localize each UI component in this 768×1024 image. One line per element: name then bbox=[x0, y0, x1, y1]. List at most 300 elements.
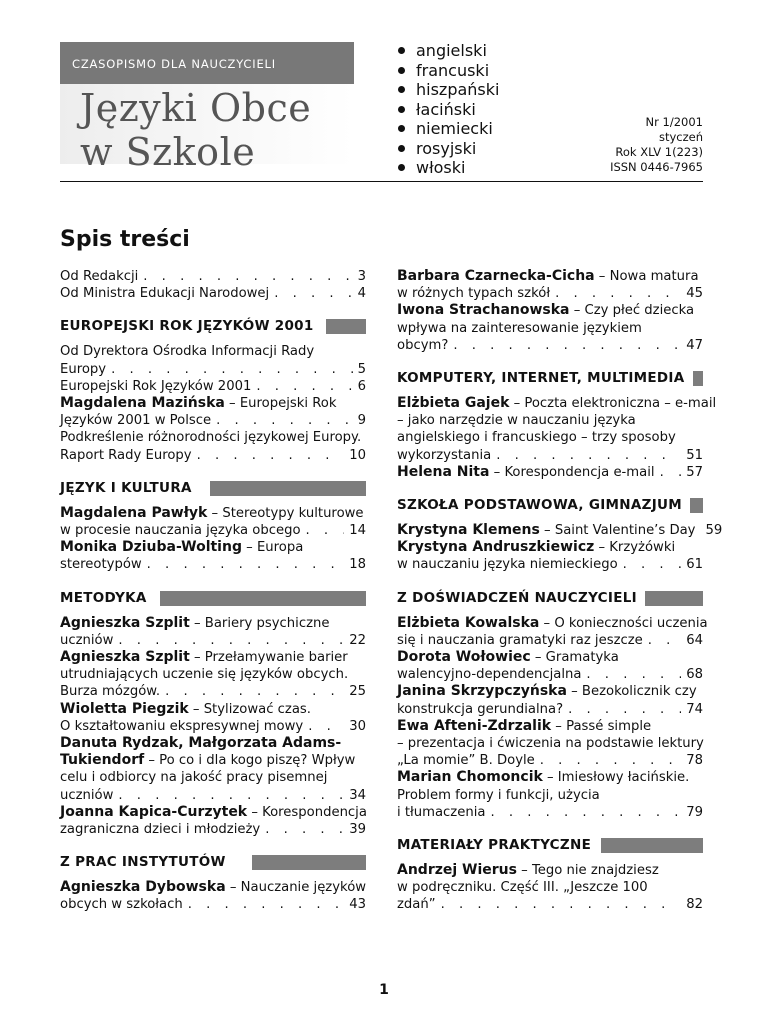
toc-entry-text bbox=[397, 556, 618, 573]
toc-entry-line bbox=[60, 752, 366, 769]
section-heading-bar bbox=[601, 838, 703, 853]
toc-entry-author: Joanna Kapica-Curzytek bbox=[60, 803, 248, 820]
issue-month: styczeń bbox=[658, 130, 703, 144]
toc-entry-title: angielskiego i francuskiego – trzy sposoby bbox=[397, 430, 676, 446]
section-heading bbox=[60, 590, 366, 608]
leader-dots bbox=[147, 556, 345, 573]
page-number: 1 bbox=[379, 982, 389, 998]
toc-entry-title: Europy bbox=[60, 361, 107, 377]
toc-entry-line bbox=[397, 718, 703, 735]
toc-entry-page: 47 bbox=[686, 337, 703, 353]
section-heading-label: METODYKA bbox=[60, 590, 155, 606]
toc-entry-line bbox=[60, 701, 366, 718]
toc-entry-line bbox=[397, 614, 708, 632]
toc-entry-text bbox=[397, 787, 600, 804]
toc-entry-text bbox=[397, 735, 704, 752]
toc-entry-text: Magdalena Pawłyk – Stereotypy kulturowe bbox=[60, 504, 364, 521]
toc-entry-line bbox=[60, 556, 366, 573]
toc-entry-text bbox=[397, 412, 636, 429]
masthead-band-text: CZASOPISMO DLA NAUCZYCIELI bbox=[72, 57, 276, 71]
toc-entry-line bbox=[60, 522, 366, 539]
toc-entry-text bbox=[60, 378, 251, 395]
toc-entry-author: Krystyna Klemens bbox=[397, 522, 540, 539]
toc-entry-author: Agnieszka Szplit bbox=[60, 649, 190, 666]
toc-entry-text bbox=[397, 879, 648, 896]
toc-entry bbox=[397, 464, 703, 481]
section-heading bbox=[397, 497, 703, 515]
toc-entry-line bbox=[60, 683, 366, 700]
toc-entry-page: 64 bbox=[686, 632, 703, 648]
toc-entry bbox=[60, 701, 366, 735]
leader-dots bbox=[555, 285, 681, 302]
toc-entry-line bbox=[60, 395, 366, 412]
toc-entry-title: Od Dyrektora Ośrodka Informacji Rady bbox=[60, 344, 315, 360]
toc-entry-text: Magdalena Mazińska – Europejski Rok bbox=[60, 395, 337, 412]
toc-entry-line bbox=[397, 804, 703, 821]
leader-dots bbox=[274, 285, 352, 302]
toc-entry-text: Ewa Afteni-Zdrzalik – Passé simple bbox=[397, 717, 652, 734]
toc-entry-text: Barbara Czarnecka-Cicha – Nowa matura bbox=[397, 268, 699, 284]
toc-entry-page: 14 bbox=[349, 523, 366, 539]
toc-entry-title: Czy płeć dziecka bbox=[584, 303, 695, 319]
leader-dots bbox=[660, 464, 682, 481]
toc-entry-title: Europa bbox=[256, 540, 304, 556]
toc-entry-title: w procesie nauczania języka obcego bbox=[60, 523, 301, 539]
toc-entry-line bbox=[397, 302, 703, 319]
language-item: niemiecki bbox=[398, 119, 499, 139]
leader-dots bbox=[256, 378, 352, 395]
toc-entry-line bbox=[397, 879, 703, 896]
toc-entry-line bbox=[60, 285, 366, 302]
toc-entry-line bbox=[397, 735, 703, 752]
toc-entry-title: wykorzystania bbox=[397, 447, 492, 463]
toc-entry-line bbox=[60, 268, 366, 285]
toc-entry-line bbox=[60, 666, 366, 683]
leader-dots bbox=[540, 752, 681, 769]
toc-entry-title: uczniów bbox=[60, 632, 114, 648]
toc-entry-line bbox=[397, 429, 703, 446]
toc-entry-line bbox=[397, 539, 703, 556]
toc-entry-line bbox=[397, 769, 703, 786]
toc-entry-title: Stylizować czas. bbox=[203, 701, 311, 717]
toc-entry-title: walencyjno-dependencjalna bbox=[397, 667, 582, 683]
leader-dots bbox=[165, 683, 344, 700]
toc-entry bbox=[397, 862, 703, 914]
section-heading-label: Z PRAC INSTYTUTÓW bbox=[60, 854, 234, 870]
toc-entry-title: – jako narzędzie w nauczaniu języka bbox=[397, 413, 636, 429]
toc-entry-title: w różnych typach szkół bbox=[397, 286, 551, 302]
toc-entry bbox=[60, 268, 366, 285]
toc-entry-page: 3 bbox=[357, 269, 366, 284]
leader-dots bbox=[118, 787, 344, 804]
toc-entry bbox=[397, 302, 703, 354]
toc-entry-author: Helena Nita bbox=[397, 463, 490, 480]
toc-entry bbox=[60, 649, 366, 701]
leader-dots bbox=[197, 447, 345, 464]
toc-entry-title: Korespondencja bbox=[262, 804, 367, 820]
toc-entry-title: celu i odbiorcy na jakość pracy pisemnej bbox=[60, 770, 328, 786]
language-item: łaciński bbox=[398, 100, 499, 120]
section-heading-label: Z DOŚWIADCZEŃ NAUCZYCIELI bbox=[397, 590, 645, 606]
toc-entry bbox=[60, 505, 366, 539]
toc-entry-text: Joanna Kapica-Curzytek – Korespondencja bbox=[60, 803, 367, 820]
toc-entry-text: Marian Chomoncik – Imiesłowy łacińskie. bbox=[397, 769, 690, 786]
toc-entry-text bbox=[397, 804, 485, 821]
issue-year: Rok XLV 1(223) bbox=[615, 145, 703, 159]
section-heading-bar bbox=[326, 319, 366, 334]
toc-column-left bbox=[60, 268, 366, 914]
toc-entry-text bbox=[60, 735, 341, 752]
toc-entry-page: 9 bbox=[357, 413, 366, 429]
section-heading bbox=[397, 590, 703, 608]
toc-entry-title: zdań” bbox=[397, 897, 436, 913]
toc-entry-author: Dorota Wołowiec bbox=[397, 649, 531, 666]
toc-entry-text bbox=[397, 429, 676, 446]
toc-entry-title: uczniów bbox=[60, 787, 114, 803]
toc-entry-text bbox=[397, 701, 563, 718]
toc-entry bbox=[60, 539, 366, 573]
toc-entry-text bbox=[60, 412, 211, 429]
toc-entry-title: Burza mózgów. bbox=[60, 684, 161, 700]
toc-entry-line bbox=[397, 632, 703, 649]
toc-entry-text bbox=[60, 522, 301, 539]
toc-entry-line bbox=[397, 752, 703, 769]
toc-entry-line bbox=[60, 769, 366, 786]
toc-entry-author: Danuta Rydzak, Małgorzata Adams- bbox=[60, 735, 342, 752]
toc-entry-author: Magdalena Mazińska bbox=[60, 395, 225, 412]
toc-entry-line bbox=[397, 268, 703, 285]
leader-dots bbox=[143, 268, 352, 285]
toc-entry-title: Europejski Rok Języków 2001 bbox=[60, 378, 252, 394]
section-heading bbox=[397, 370, 703, 388]
toc-entry-title: Europejski Rok bbox=[239, 396, 337, 412]
toc-entry-text: Elżbieta Gajek – Poczta elektroniczna – e-mail bbox=[397, 395, 717, 412]
toc-entry-line bbox=[397, 464, 703, 481]
toc-entry-title: Po co i dla kogo piszę? Wpływ bbox=[159, 753, 356, 769]
toc-entry-line bbox=[397, 412, 703, 429]
toc-column-right bbox=[397, 268, 723, 914]
toc-entry-text bbox=[60, 556, 142, 573]
issue-info bbox=[600, 115, 703, 175]
toc-entry-author: Elżbieta Kowalska bbox=[397, 614, 540, 631]
toc-entry bbox=[397, 614, 708, 649]
toc-entry-line bbox=[397, 337, 703, 354]
toc-entry-title: Nowa matura bbox=[609, 269, 699, 284]
leader-dots bbox=[308, 718, 344, 735]
section-heading-label: SZKOŁA PODSTAWOWA, GIMNAZJUM bbox=[397, 497, 690, 513]
toc-entry-author: Iwona Strachanowska bbox=[397, 302, 570, 319]
toc-entry-text: Monika Dziuba-Wolting – Europa bbox=[60, 539, 304, 556]
toc-entry-author: Barbara Czarnecka-Cicha bbox=[397, 268, 595, 284]
toc-entry-title: Passé simple bbox=[566, 718, 652, 734]
leader-dots bbox=[453, 337, 681, 354]
toc-entry-page: 18 bbox=[349, 557, 366, 573]
toc-entry-page: 61 bbox=[686, 557, 703, 573]
toc-entry-title: Bezokolicznik czy bbox=[581, 684, 697, 700]
toc-entry-text: Janina Skrzypczyńska – Bezokolicznik czy bbox=[397, 683, 697, 700]
toc-entry-line bbox=[397, 649, 703, 666]
toc-entry bbox=[60, 429, 366, 463]
toc-entry bbox=[397, 522, 723, 539]
section-heading-bar bbox=[210, 481, 366, 496]
toc-entry-text bbox=[397, 285, 550, 302]
toc-entry-line bbox=[397, 666, 703, 683]
toc-entry-title: wpływa na zainteresowanie językiem bbox=[397, 320, 642, 336]
toc-entry bbox=[60, 879, 366, 913]
toc-entry-page: 51 bbox=[686, 447, 703, 463]
masthead-band bbox=[60, 42, 354, 84]
toc-entry bbox=[397, 395, 717, 464]
toc-entry-text bbox=[60, 718, 303, 735]
leader-dots bbox=[118, 632, 344, 649]
toc-entry-line bbox=[60, 361, 366, 378]
toc-entry-text bbox=[397, 752, 535, 769]
leader-dots bbox=[490, 804, 681, 821]
toc-entry-line bbox=[60, 821, 366, 838]
language-item: hiszpański bbox=[398, 80, 499, 100]
toc-entry-title: Problem formy i funkcji, użycia bbox=[397, 787, 600, 803]
toc-entry-author: Magdalena Pawłyk bbox=[60, 504, 208, 521]
toc-entry-author: Krystyna Andruszkiewicz bbox=[397, 539, 595, 556]
toc-entry-text bbox=[60, 683, 160, 700]
toc-entry-text bbox=[60, 268, 138, 285]
leader-dots bbox=[623, 556, 682, 573]
toc-entry-text bbox=[397, 632, 643, 649]
toc-entry-text bbox=[60, 447, 192, 464]
leader-dots bbox=[216, 412, 352, 429]
toc-entry-text bbox=[60, 285, 269, 302]
leader-dots bbox=[441, 896, 682, 913]
toc-entry-title: O konieczności uczenia bbox=[554, 615, 708, 631]
leader-dots bbox=[188, 896, 344, 913]
toc-entry-line bbox=[60, 879, 366, 896]
toc-entry-line bbox=[397, 701, 703, 718]
toc-entry-author: Ewa Afteni-Zdrzalik bbox=[397, 717, 552, 734]
toc-entry-page: 6 bbox=[357, 378, 366, 394]
toc-entry-title: obcym? bbox=[397, 337, 449, 353]
toc-entry-text: Krystyna Klemens – Saint Valentine’s Day bbox=[397, 522, 696, 539]
toc-entry-text bbox=[397, 896, 436, 913]
toc-entry-title: Gramatyka bbox=[545, 650, 619, 666]
leader-dots bbox=[648, 632, 681, 649]
toc-entry-text: Tukiendorf – Po co i dla kogo piszę? Wpływ bbox=[60, 752, 356, 769]
toc-entry bbox=[397, 683, 703, 717]
toc-entry-line bbox=[60, 896, 366, 913]
toc-entry-page: 34 bbox=[349, 787, 366, 803]
toc-entry-title: „La momie” B. Doyle bbox=[397, 753, 535, 769]
section-heading-bar bbox=[252, 855, 366, 870]
leader-dots bbox=[586, 666, 681, 683]
toc-entry-text bbox=[60, 769, 327, 786]
toc-entry-page: 74 bbox=[686, 701, 703, 717]
toc-entry-text: Agnieszka Szplit – Bariery psychiczne bbox=[60, 614, 330, 631]
toc-entry-line bbox=[60, 649, 366, 666]
toc-entry-text bbox=[60, 666, 348, 683]
toc-entry-line bbox=[397, 395, 717, 412]
toc-entry-page: 79 bbox=[686, 804, 703, 820]
toc-entry-text: Iwona Strachanowska – Czy płeć dziecka bbox=[397, 302, 695, 319]
languages-list bbox=[398, 41, 499, 178]
toc-entry-title: Nauczanie języków bbox=[240, 880, 367, 896]
toc-entry bbox=[60, 804, 366, 838]
toc-entry-page: 43 bbox=[349, 897, 366, 913]
toc-entry-title: Imiesłowy łacińskie. bbox=[557, 770, 690, 786]
section-heading-bar bbox=[160, 591, 366, 606]
toc-entry-title: w podręczniku. Część III. „Jeszcze 100 bbox=[397, 880, 648, 896]
leader-dots bbox=[111, 361, 353, 378]
toc-entry-text: Elżbieta Kowalska – O konieczności uczenia bbox=[397, 614, 708, 631]
toc-title: Spis treści bbox=[60, 227, 190, 252]
leader-dots bbox=[306, 522, 345, 539]
toc-entry-line bbox=[60, 447, 366, 464]
toc-entry-text: Agnieszka Szplit – Przełamywanie barier bbox=[60, 649, 348, 666]
toc-entry-text: Krystyna Andruszkiewicz – Krzyżówki bbox=[397, 539, 676, 556]
toc-entry-line bbox=[397, 522, 723, 539]
toc-entry-line bbox=[60, 378, 366, 395]
toc-entry-author: Wioletta Piegzik bbox=[60, 700, 189, 717]
journal-title-line2: w Szkole bbox=[80, 130, 256, 174]
section-heading bbox=[60, 318, 366, 336]
toc-entry-title: Krzyżówki bbox=[609, 540, 676, 556]
toc-entry bbox=[60, 735, 366, 804]
toc-entry-title: się i nauczania gramatyki raz jeszcze bbox=[397, 632, 643, 648]
toc-entry-line bbox=[60, 505, 366, 522]
section-heading-label: EUROPEJSKI ROK JĘZYKÓW 2001 bbox=[60, 318, 322, 334]
toc-entry-line bbox=[60, 804, 366, 821]
toc-entry-line bbox=[397, 787, 703, 804]
toc-entry-text bbox=[60, 632, 113, 649]
language-item: rosyjski bbox=[398, 139, 499, 159]
toc-entry-line bbox=[397, 285, 703, 302]
toc-entry bbox=[60, 285, 366, 302]
toc-entry-text bbox=[397, 666, 581, 683]
toc-entry-line bbox=[397, 320, 703, 337]
leader-dots bbox=[568, 701, 681, 718]
toc-entry-text bbox=[60, 429, 361, 446]
leader-dots bbox=[496, 447, 681, 464]
section-heading bbox=[60, 480, 366, 498]
section-heading-label: KOMPUTERY, INTERNET, MULTIMEDIA bbox=[397, 370, 693, 386]
toc-entry-text bbox=[397, 447, 491, 464]
toc-entry-page: 25 bbox=[349, 684, 366, 700]
toc-entry bbox=[60, 343, 366, 377]
toc-entry-text bbox=[60, 821, 260, 838]
toc-entry-title: Poczta elektroniczna – e-mail bbox=[524, 396, 717, 412]
toc-entry-line bbox=[60, 615, 366, 632]
toc-entry-line bbox=[60, 429, 366, 446]
language-item: francuski bbox=[398, 61, 499, 81]
toc-entry-author: Agnieszka Szplit bbox=[60, 614, 190, 631]
toc-entry-text bbox=[60, 361, 106, 378]
toc-entry-title: Stereotypy kulturowe bbox=[222, 505, 364, 521]
toc-entry-page: 5 bbox=[357, 361, 366, 377]
language-item: włoski bbox=[398, 158, 499, 178]
section-heading-label: MATERIAŁY PRAKTYCZNE bbox=[397, 837, 599, 853]
toc-entry-title: Od Ministra Edukacji Narodowej bbox=[60, 286, 270, 302]
toc-entry bbox=[60, 378, 366, 395]
toc-entry-line bbox=[60, 718, 366, 735]
toc-entry-title: Od Redakcji bbox=[60, 269, 139, 284]
toc-entry-line bbox=[397, 862, 703, 879]
toc-entry bbox=[60, 395, 366, 429]
toc-entry-line bbox=[60, 539, 366, 556]
toc-entry bbox=[397, 268, 703, 302]
toc-entry-author: Elżbieta Gajek bbox=[397, 395, 510, 412]
toc-entry-author: Marian Chomoncik bbox=[397, 769, 543, 786]
toc-entry-page: 30 bbox=[349, 718, 366, 734]
toc-entry bbox=[397, 539, 703, 573]
toc-entry-page: 4 bbox=[357, 286, 366, 302]
toc-entry-line bbox=[60, 632, 366, 649]
toc-entry-page: 10 bbox=[349, 447, 366, 463]
toc-entry-line bbox=[397, 683, 703, 700]
toc-entry-title: Korespondencja e-mail bbox=[504, 464, 655, 480]
toc-entry-page: 39 bbox=[349, 822, 366, 838]
toc-entry bbox=[397, 649, 703, 683]
toc-entry-text: Dorota Wołowiec – Gramatyka bbox=[397, 649, 619, 666]
toc-entry-page: 59 bbox=[705, 523, 723, 539]
toc-entry-title: Bariery psychiczne bbox=[204, 615, 330, 631]
journal-title-line1: Języki Obce bbox=[80, 86, 312, 130]
toc-entry bbox=[60, 615, 366, 649]
toc-entry-author: Janina Skrzypczyńska bbox=[397, 683, 567, 700]
toc-entry-line bbox=[397, 556, 703, 573]
section-heading bbox=[397, 837, 703, 855]
toc-entry-title: Raport Rady Europy bbox=[60, 447, 192, 463]
toc-entry-title: i tłumaczenia bbox=[397, 804, 486, 820]
toc-entry-text bbox=[60, 343, 314, 360]
toc-entry-page: 22 bbox=[349, 632, 366, 648]
section-heading bbox=[60, 854, 366, 872]
toc-entry-page: 57 bbox=[686, 464, 703, 480]
toc-entry-line bbox=[397, 447, 703, 464]
toc-entry-text: Helena Nita – Korespondencja e-mail bbox=[397, 463, 655, 480]
toc-entry-text bbox=[397, 320, 642, 337]
toc-entry-text bbox=[60, 896, 183, 913]
toc-entry bbox=[397, 718, 703, 770]
toc-entry-title: Podkreślenie różnorodności językowej Europy. bbox=[60, 430, 362, 446]
header-divider bbox=[60, 181, 703, 182]
issue-issn: ISSN 0446-7965 bbox=[610, 160, 703, 174]
toc-entry-title: Języków 2001 w Polsce bbox=[60, 413, 212, 429]
toc-entry-text: Agnieszka Dybowska – Nauczanie języków bbox=[60, 879, 367, 896]
toc-entry-title: – prezentacja i ćwiczenia na podstawie lektury bbox=[397, 736, 704, 752]
section-heading-label: JĘZYK I KULTURA bbox=[60, 480, 200, 496]
toc-entry-author: Agnieszka Dybowska bbox=[60, 879, 226, 896]
toc-entry-line bbox=[60, 343, 366, 360]
toc-entry-title: Przełamywanie barier bbox=[204, 650, 348, 666]
toc-entry-title: zagraniczna dzieci i młodzieży bbox=[60, 822, 261, 838]
toc-entry-text bbox=[397, 337, 448, 354]
toc-entry-title: obcych w szkołach bbox=[60, 897, 183, 913]
toc-entry-title: stereotypów bbox=[60, 557, 142, 573]
toc-entry-line bbox=[397, 896, 703, 913]
toc-entry-page: 82 bbox=[686, 897, 703, 913]
toc-entry-text: Wioletta Piegzik – Stylizować czas. bbox=[60, 700, 311, 717]
toc-entry-title: Saint Valentine’s Day bbox=[554, 523, 696, 539]
masthead bbox=[60, 42, 354, 174]
section-heading-bar bbox=[645, 591, 703, 606]
issue-number: Nr 1/2001 bbox=[645, 115, 703, 129]
toc-entry-title: utrudniających uczenie się języków obcych. bbox=[60, 667, 349, 683]
leader-dots bbox=[265, 821, 344, 838]
toc-entry-page: 78 bbox=[686, 753, 703, 769]
toc-entry-text: Andrzej Wierus – Tego nie znajdziesz bbox=[397, 862, 659, 879]
toc-entry-page: 45 bbox=[686, 286, 703, 302]
toc-entry bbox=[397, 769, 703, 821]
toc-entry-text bbox=[60, 787, 113, 804]
language-item: angielski bbox=[398, 41, 499, 61]
